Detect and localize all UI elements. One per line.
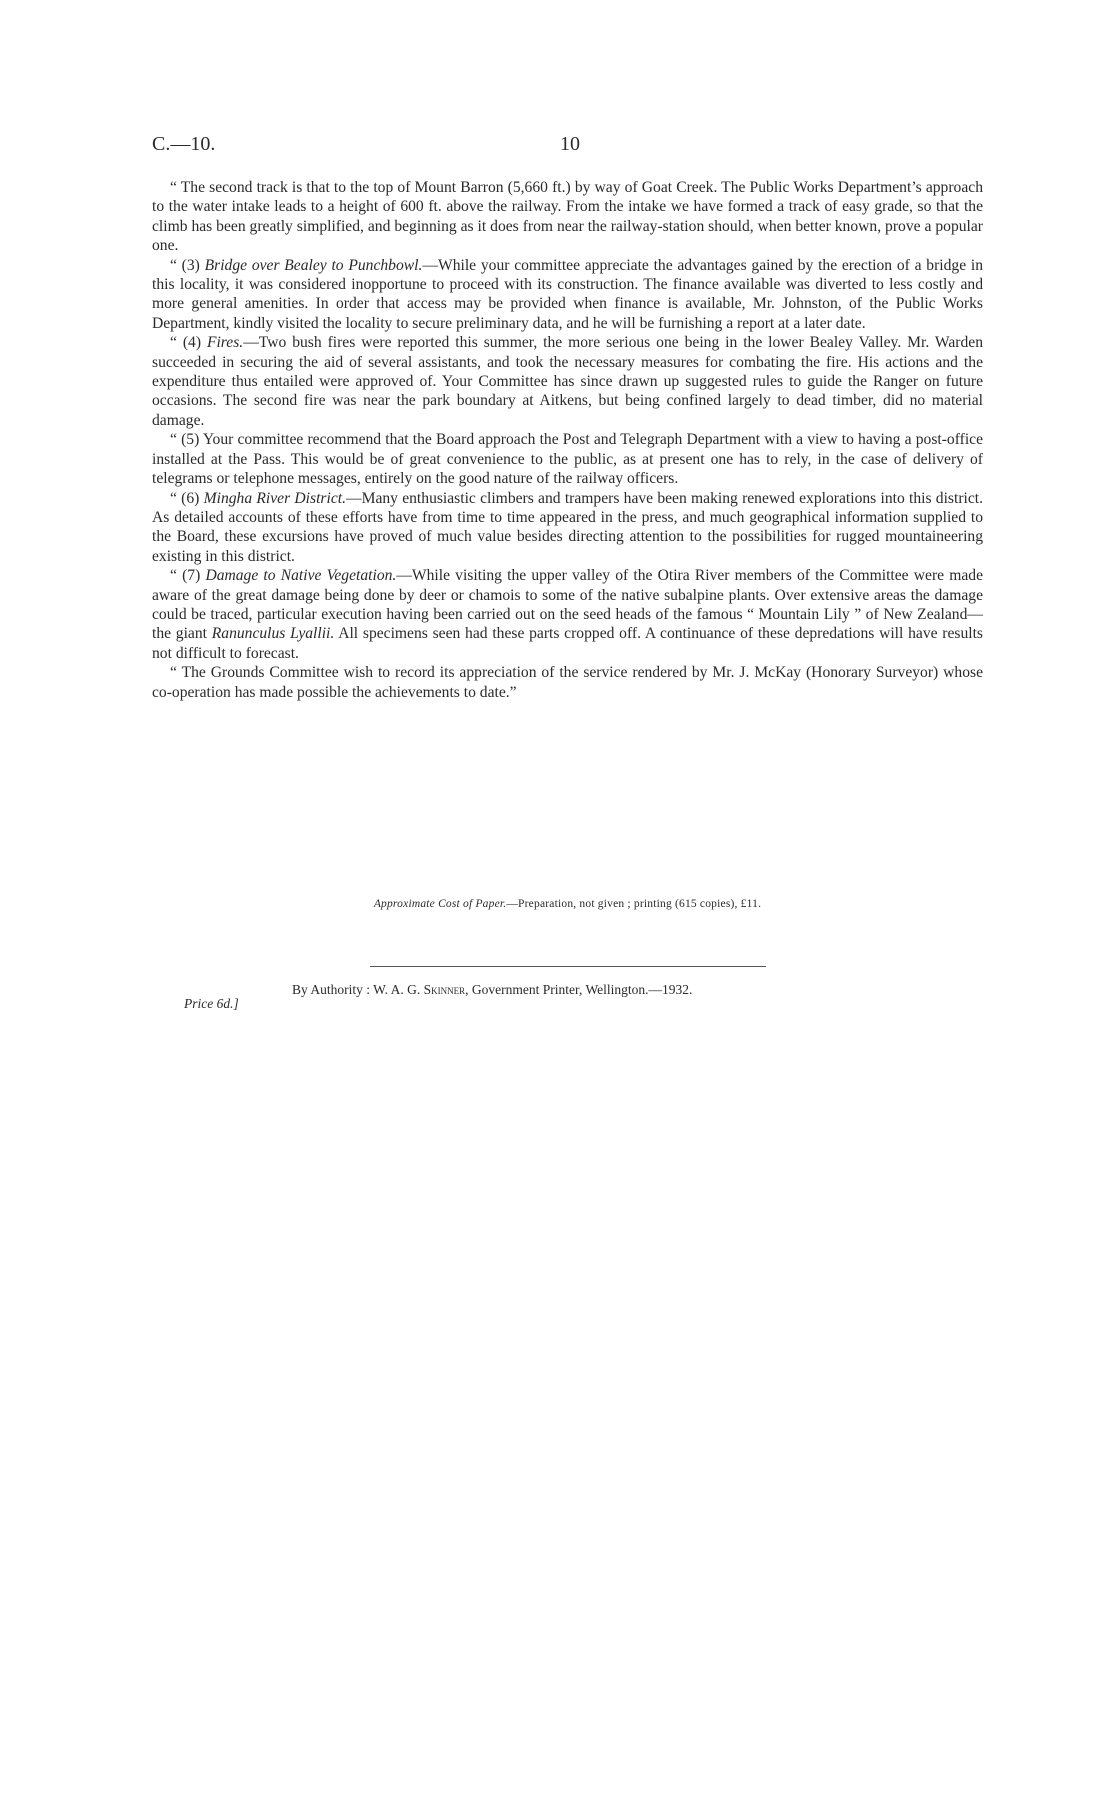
printer-name: Skinner [423, 982, 466, 997]
footer-divider [370, 966, 766, 967]
paragraph-text: —Two bush fires were reported this summer, the more serious one being in the lower Bealey Valley. Mr. Warden succeeded in securing the aid of several assistants, and took the necessary measures for combating the fire. His actions and the expenditure thus entailed were approved of. Your Committee has since drawn up suggested rules to guide the Ranger on future occasions. The second fire was near the park boundary at Aitkens, but being confined largely to dead timber, did no material damage. [152, 334, 983, 429]
paragraph-heading: Mingha River District. [203, 489, 346, 507]
species-name: Ranunculus Lyallii. [211, 625, 335, 643]
paragraph-text: —While your committee appreciate the advantages gained by the erection of a bridge in this locality, it was considered inopportune to proceed with its construction. The finance available was diverted to less costly and more general amenities. In order that access may be provided when finance is available, Mr. Johnston, of the Public Works Department, kindly visited the locality to secure preliminary data, and he will be furnishing a report at a later date. [152, 256, 983, 332]
paragraph-mingha-river [152, 489, 983, 567]
authority-line [292, 982, 692, 998]
paragraph-text: —Many enthusiastic climbers and trampers have been making renewed explorations into this district. As detailed accounts of these efforts have from time to time appeared in the press, and much geographical information supplied to the Board, these excursions have proved of much value besides directing attention to the possibilities for rugged mountaineering existing in this district. [152, 489, 984, 565]
paragraph-fires [152, 333, 983, 430]
paragraph-text: —While visiting the upper valley of the Otira River members of the Committee were made aware of the great damage being done by deer or chamois to some of the native subalpine plants. Over extensive areas the damage could be traced, particular execution having been carried out on the seed heads of the famous “ Mountain Lily ” of New Zealand— the giant [152, 567, 983, 643]
paragraph-text: “ The second track is that to the top of Mount Barron (5,660 ft.) by way of Goat Creek. The Public Works Department’s approach to the water intake leads to a height of 600 ft. above the railway. From the intake we have formed a track of easy grade, so that the climb has been greatly simplified, and beginning as it does from near the railway-station should, when better known, prove a popular one. [152, 179, 983, 255]
paragraph-heading: Fires. [206, 334, 244, 352]
body-text [152, 178, 983, 702]
paragraph-lead: “ (4) [170, 334, 207, 352]
paragraph-text: “ (5) Your committee recommend that the Board approach the Post and Telegraph Department with a view to having a post-office installed at the Pass. This would be of great convenience to the public, as at present one has to rely, in the case of delivery of telegrams or telephone messages, entirely on the good nature of the railway officers. [152, 431, 983, 488]
paragraph-text: “ The Grounds Committee wish to record its appreciation of the service rendered by Mr. J. McKay (Honorary Surveyor) whose co-operation has made possible the achievements to date.” [152, 664, 983, 701]
paragraph-heading: Damage to Native Vegetation. [205, 567, 397, 585]
paragraph-lead: “ (7) [170, 567, 206, 585]
page-number: 10 [560, 133, 580, 155]
cost-label: Approximate Cost of Paper. [373, 898, 507, 910]
paragraph-text: All specimens seen had these parts cropped off. A continuance of these depredations will have results not difficult to forecast. [152, 625, 984, 662]
paragraph-mount-barron-track [152, 178, 983, 256]
price-label: Price 6d.] [184, 996, 239, 1011]
cost-text: —Preparation, not given ; printing (615 copies), £11. [506, 898, 762, 910]
paragraph-native-vegetation [152, 566, 983, 663]
paragraph-lead: “ (3) [170, 256, 205, 274]
paragraph-lead: “ (6) [170, 489, 204, 507]
paragraph-grounds-committee [152, 663, 983, 702]
page-header [152, 133, 982, 159]
paragraph-heading: Bridge over Bealey to Punchbowl. [204, 256, 423, 274]
paragraph-bridge-over-bealey [152, 256, 983, 334]
authority-prefix: By Authority : W. A. G. [292, 982, 424, 997]
document-reference: C.—10. [152, 133, 216, 155]
cost-of-paper-note [152, 898, 983, 910]
authority-suffix: , Government Printer, Wellington.—1932. [465, 982, 693, 997]
paragraph-post-office [152, 430, 983, 488]
